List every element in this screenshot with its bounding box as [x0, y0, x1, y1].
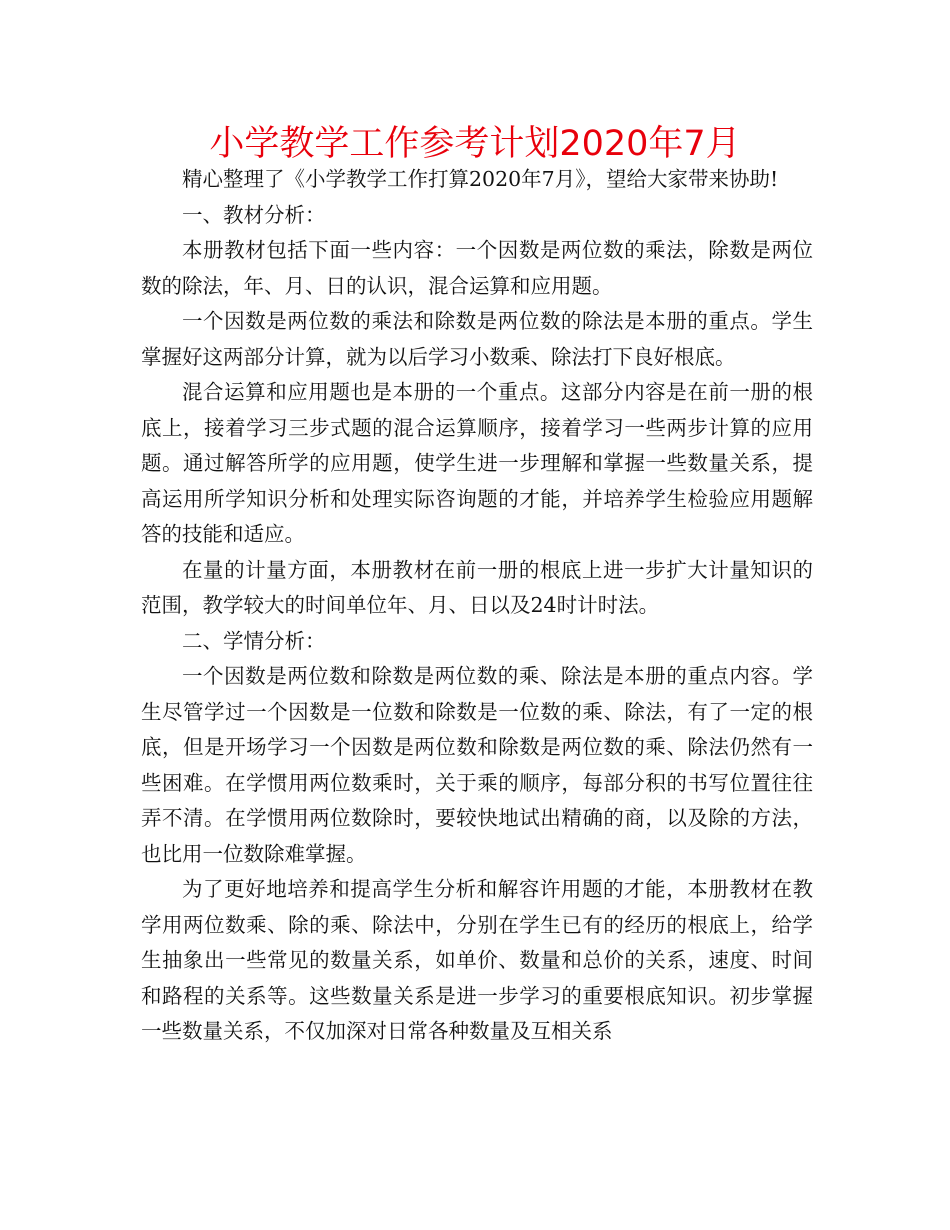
paragraph-quantity-relations: 为了更好地培养和提高学生分析和解容许用题的才能，本册教材在教学用两位数乘、除的乘、除法中，分别在学生已有的经历的根底上，给学生抽象出一些常见的数量关系，如单价、数量和总价的关系，速度、时间和路程的关系等。这些数量关系是进一步学习的重要根底知识。初步掌握一些数量关系，不仅加深对日常各种数量及互相关系 — [141, 877, 813, 1043]
section-heading-materials: 一、教材分析： — [182, 202, 326, 227]
section-heading-students: 二、学情分析： — [182, 628, 326, 653]
document-title: 小学教学工作参考计划2020年7月 — [209, 124, 741, 164]
paragraph-mixed-operations: 混合运算和应用题也是本册的一个重点。这部分内容是在前一册的根底上，接着学习三步式题的混合运算顺序，接着学习一些两步计算的应用题。通过解答所学的应用题，使学生进一步理解和掌握一些数量关系，提高运用所学知识分析和处理实际咨询题的才能，并培养学生检验应用题解答的技能和适应。 — [141, 380, 813, 546]
document-body — [141, 162, 813, 1050]
paragraph-key-points: 一个因数是两位数的乘法和除数是两位数的除法是本册的重点。学生掌握好这两部分计算，就为以后学习小数乘、除法打下良好根底。 — [141, 309, 813, 369]
paragraph-student-difficulties: 一个因数是两位数和除数是两位数的乘、除法是本册的重点内容。学生尽管学过一个因数是一位数和除数是一位数的乘、除法，有了一定的根底，但是开场学习一个因数是两位数和除数是两位数的乘、除法仍然有一些困难。在学惯用两位数乘时，关于乘的顺序，每部分积的书写位置往往弄不清。在学惯用两位数除时，要较快地试出精确的商，以及除的方法，也比用一位数除难掌握。 — [141, 664, 813, 866]
paragraph-intro: 精心整理了《小学教学工作打算2020年7月》，望给大家带来协助! — [182, 167, 779, 191]
paragraph-measurement: 在量的计量方面，本册教材在前一册的根底上进一步扩大计量知识的范围，教学较大的时间单位年、月、日以及24时计时法。 — [141, 557, 813, 617]
paragraph-contents: 本册教材包括下面一些内容：一个因数是两位数的乘法，除数是两位数的除法，年、月、日的认识，混合运算和应用题。 — [141, 238, 813, 298]
